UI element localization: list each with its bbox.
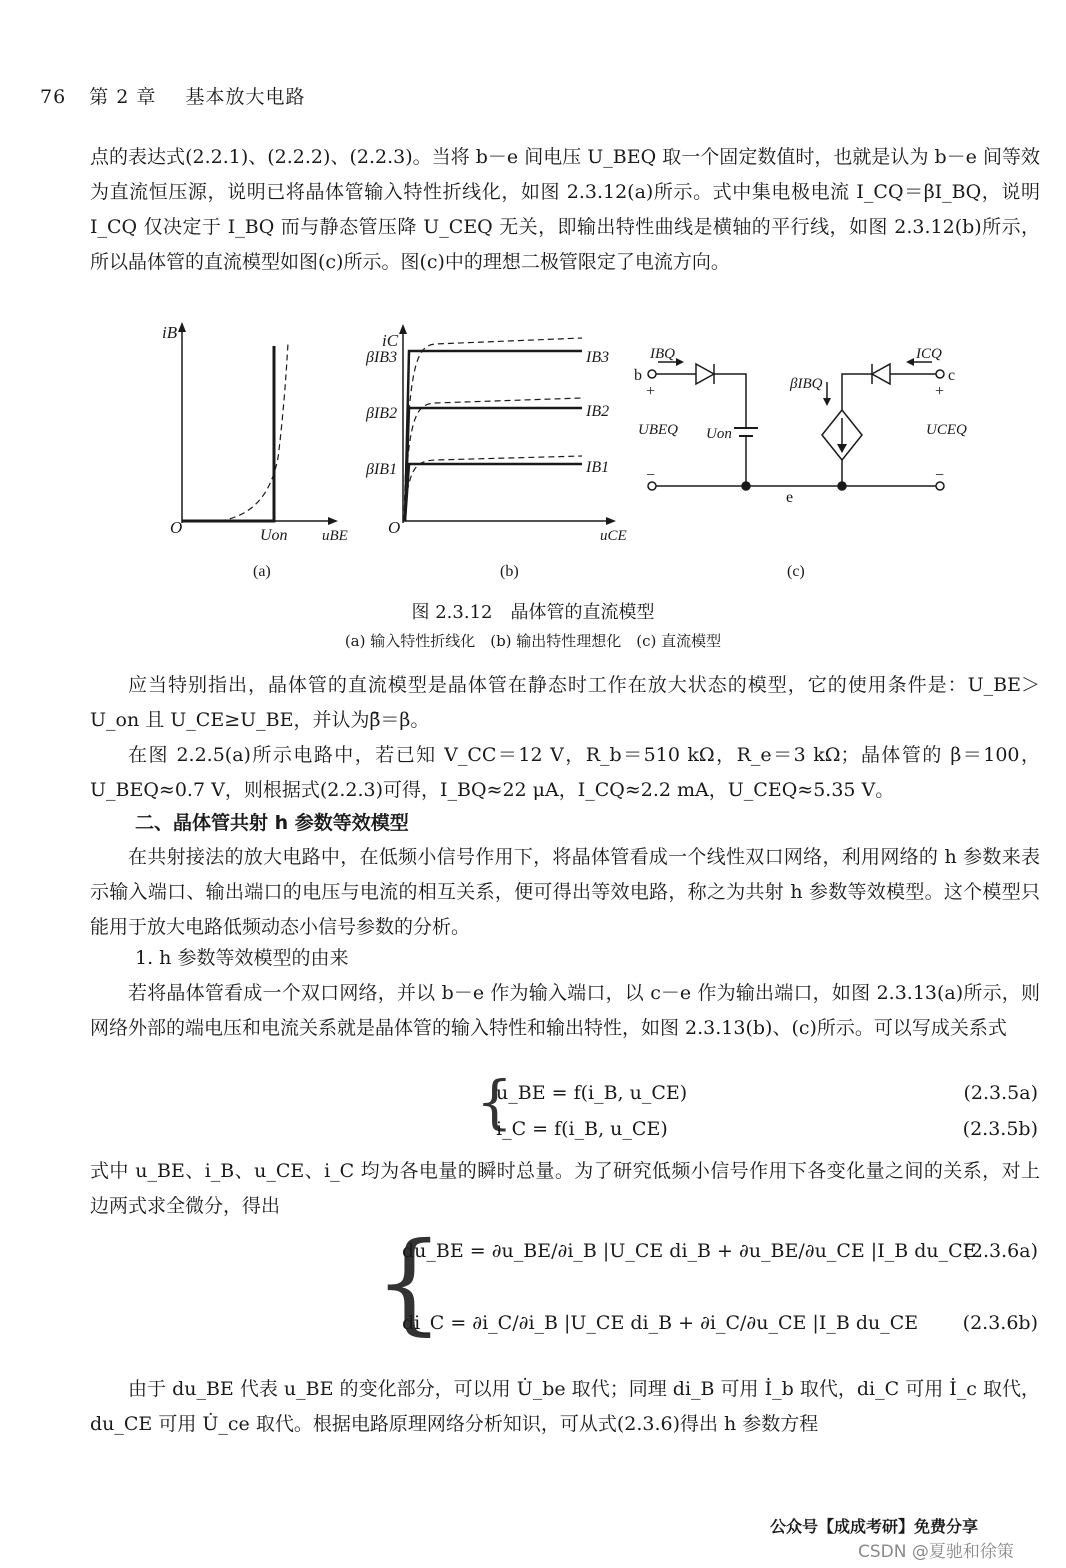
b-tag: (b) — [500, 563, 519, 580]
b-y-label: iC — [382, 331, 399, 350]
c-ubeq-label: UBEQ — [638, 422, 678, 438]
c-wire-src-up — [842, 374, 872, 410]
chapter-title: 基本放大电路 — [185, 86, 306, 108]
paragraph-2: 应当特别指出，晶体管的直流模型是晶体管在静态时工作在放大状态的模型，它的使用条件是：U_BE＞U_on 且 U_CE≥U_BE，并认为β̄＝β。 — [90, 674, 1040, 731]
b-right-label-1: IB1 — [586, 459, 610, 476]
paragraph-3: 在图 2.2.5(a)所示电路中，若已知 V_CC＝12 V，R_b＝510 kΩ，R_e＝3 kΩ；晶体管的 β＝100，U_BEQ≈0.7 V，则根据式(2.2.3)可得，I_BQ≈22 μA，I_CQ≈2.2 mA，U_CEQ≈5.35 V。 — [90, 744, 1040, 801]
eq-2-3-6b-number: (2.3.6b) — [962, 1312, 1038, 1334]
c-ibq-label: IBQ — [650, 346, 675, 362]
a-x-label: uBE — [322, 528, 348, 544]
b-right-label-3: IB3 — [586, 349, 610, 366]
figure-caption-sub: (a) 输入特性折线化 (b) 输出特性理想化 (c) 直流模型 — [344, 632, 722, 650]
eq-2-3-5b-number: (2.3.5b) — [962, 1118, 1038, 1140]
b-y-arrow — [399, 324, 407, 334]
c-minus-right: − — [935, 467, 945, 484]
eq-2-3-6a-number: (2.3.6a) — [963, 1240, 1038, 1262]
c-bibq-arrowhead — [823, 398, 831, 406]
c-c-label: c — [948, 367, 956, 384]
page-header — [40, 82, 305, 109]
eq-2-3-5a: u_BE = f(i_B, u_CE) — [496, 1082, 688, 1104]
a-piecewise-line — [182, 346, 274, 521]
eq-2-3-6a: du_BE = ∂u_BE/∂i_B |U_CE di_B + ∂u_BE/∂u_CE |I_B du_CE — [402, 1240, 977, 1262]
eq6-brace: { — [374, 1218, 444, 1346]
c-icq-arrowhead — [906, 358, 914, 366]
subfigure-a — [178, 322, 338, 525]
b-real-curve-2 — [404, 398, 582, 521]
subfigure-b — [399, 324, 616, 525]
b-left-label-2: βIB2 — [366, 405, 398, 422]
watermark: CSDN @夏驰和徐策 — [858, 1542, 1014, 1562]
footer-share: 公众号【成成考研】免费分享 — [770, 1517, 979, 1536]
a-uon-label: Uon — [260, 527, 288, 544]
chapter-label: 第 2 章 — [89, 86, 157, 108]
c-plus-left: + — [646, 383, 656, 400]
b-real-curve-3 — [404, 338, 582, 521]
b-ideal-curve-1 — [405, 464, 582, 521]
paragraph-4: 在共射接法的放大电路中，在低频小信号作用下，将晶体管看成一个线性双口网络，利用网络的 h 参数来表示输入端口、输出端口的电压与电流的相互关系，便可得出等效电路，称之为共射 h 参数等效模型。这个模型只能用于放大电路低频动态小信号参数的分析。 — [90, 846, 1040, 938]
paragraph-7: 由于 du_BE 代表 u_BE 的变化部分，可以用 U̇_be 取代；同理 di_B 可用 İ_b 取代，di_C 可用 İ_c 取代，du_CE 可用 U̇_ce 取代。根据电路原理网络分析知识，可从式(2.3.6)得出 h 参数方程 — [90, 1378, 1040, 1435]
page-number: 76 — [40, 86, 67, 108]
c-icq-label: ICQ — [916, 346, 942, 362]
b-origin: O — [388, 518, 401, 537]
paragraph-1: 点的表达式(2.2.1)、(2.2.2)、(2.2.3)。当将 b－e 间电压 U_BEQ 取一个固定数值时，也就是认为 b－e 间等效为直流恒压源，说明已将晶体管输入特性折线化，如图 2.3.12(a)所示。式中集电极电流 I_CQ＝βI_BQ，说明 I_CQ 仅决定于 I_BQ 而与静态管压降 U_CEQ 无关，即输出特性曲线是横轴的平行线，如图 2.3.12(b)所示，所以晶体管的直流模型如图(c)所示。图(c)中的理想二极管限定了电流方向。 — [90, 146, 1040, 273]
b-right-label-2: IB2 — [586, 403, 610, 420]
b-real-curve-1 — [404, 456, 582, 521]
c-b-label: b — [634, 367, 642, 384]
paragraph-6: 式中 u_BE、i_B、u_CE、i_C 均为各电量的瞬时总量。为了研究低频小信号作用下各变化量之间的关系，对上边两式求全微分，得出 — [90, 1160, 1040, 1217]
eq-2-3-5b: i_C = f(i_B, u_CE) — [496, 1118, 668, 1140]
b-left-label-3: βIB3 — [366, 349, 398, 366]
a-tag: (a) — [253, 563, 271, 580]
a-real-curve — [220, 343, 288, 521]
c-terminal-c — [936, 370, 944, 378]
c-minus-left: − — [646, 467, 656, 484]
c-tag: (c) — [787, 563, 805, 580]
eq-2-3-6b: di_C = ∂i_C/∂i_B |U_CE di_B + ∂i_C/∂u_CE |I_B du_CE — [402, 1312, 919, 1334]
a-y-label: iB — [162, 323, 178, 342]
b-ideal-curve-3 — [405, 351, 582, 521]
c-bibq-label: βIBQ — [790, 376, 823, 392]
eq-2-3-5a-number: (2.3.5a) — [963, 1082, 1038, 1104]
b-left-label-1: βIB1 — [366, 461, 398, 478]
a-origin: O — [170, 518, 183, 537]
c-uon-label: Uon — [706, 426, 732, 442]
b-x-label: uCE — [600, 528, 627, 544]
c-node-1 — [742, 482, 750, 490]
figure-svg — [90, 318, 1040, 598]
c-diode-c-body — [872, 364, 890, 384]
c-plus-right: + — [935, 383, 945, 400]
subheading: 1. h 参数等效模型的由来 — [135, 947, 349, 969]
paragraph-5: 若将晶体管看成一个双口网络，并以 b－e 作为输入端口，以 c－e 作为输出端口，如图 2.3.13(a)所示，则网络外部的端电压和电流关系就是晶体管的输入特性和输出特性，如图 2.3.13(b)、(c)所示。可以写成关系式 — [90, 982, 1040, 1039]
figure-2-3-12 — [90, 318, 1040, 608]
a-y-arrow — [178, 322, 186, 332]
c-uceq-label: UCEQ — [926, 422, 967, 438]
c-ibq-arrowhead — [676, 358, 684, 366]
a-x-arrow — [328, 517, 338, 525]
c-terminal-b — [648, 370, 656, 378]
eq5-brace: { — [476, 1068, 513, 1136]
c-diode-b-body — [696, 364, 714, 384]
figure-caption-title: 图 2.3.12 晶体管的直流模型 — [411, 602, 655, 623]
c-wire-b2 — [714, 374, 746, 428]
c-e-label: e — [786, 489, 794, 506]
b-x-arrow — [606, 517, 616, 525]
section-heading: 二、晶体管共射 h 参数等效模型 — [135, 812, 409, 834]
